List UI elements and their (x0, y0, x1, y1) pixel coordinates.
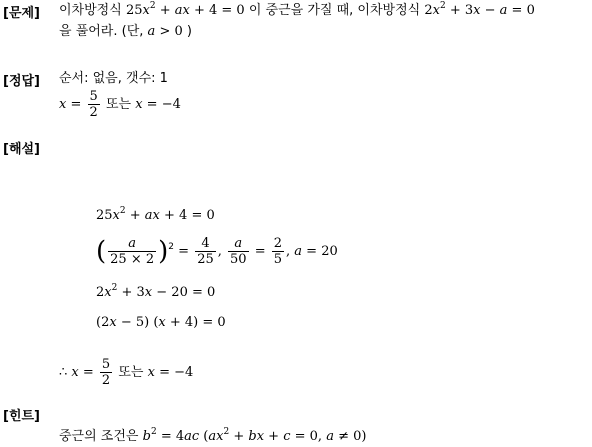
problem-label: [문제] (3, 6, 40, 21)
equation-second: $2x^2 + 3x - a = 0$ (424, 1, 535, 18)
answer-or: 또는 (105, 97, 132, 112)
therefore-symbol: ∴ (59, 365, 72, 380)
explanation-label: [해설] (3, 142, 40, 157)
hint-label: [힌트] (3, 409, 40, 424)
problem-text-2: 이 중근을 가질 때, 이차방정식 (248, 3, 421, 18)
answer-meta: 순서: 없음, 갯수: 1 (59, 71, 168, 86)
conclusion-or: 또는 (118, 365, 144, 380)
step-4: (2x − 5) (x + 4) = 0 (96, 315, 226, 330)
problem-text-1: 이차방정식 (59, 3, 122, 18)
fraction-five-halves: $\frac{5}{2}$ (89, 89, 98, 120)
fraction-five-halves-2: $\frac{5}{2}$ (101, 357, 111, 388)
answer-solution: x = $\frac{5}{2}$ 또는 x = −4 (59, 89, 181, 120)
condition-a-positive: a > 0 (147, 24, 183, 39)
conclusion: ∴ x = $\frac{5}{2}$ 또는 x = −4 (59, 357, 194, 388)
problem-text-4: ) (186, 24, 192, 39)
problem-line-2 (59, 23, 192, 41)
step-3: $2x^2 + 3x - 20 = 0$ (96, 283, 216, 300)
fraction-a-over-50b: $\frac{a}{50}$ (230, 236, 247, 267)
problem-text-3: 을 풀어라. (단, (59, 24, 144, 39)
fraction-a-over-50: $\frac{a}{25 \times 2}$ (110, 236, 155, 267)
problem-line-1 (59, 2, 535, 20)
fraction-2-over-5: $\frac{2}{5}$ (273, 236, 283, 267)
hint-line (59, 428, 366, 446)
hint-formula: $b^2 = 4ac$ ($ax^2$ + bx + c = 0, a ≠ 0) (142, 427, 367, 444)
hint-text: 중근의 조건은 (59, 429, 139, 444)
fraction-4-over-25: $\frac{4}{25}$ (197, 236, 214, 267)
equation-first: $25x^2$ + ax + 4 = 0 (125, 1, 245, 18)
answer-label: [정답] (3, 74, 40, 89)
step-1: $25x^2$ + ax + 4 = 0 (96, 206, 215, 223)
step-2: ( $\frac{a}{25 \times 2}$ )$^2$ = $\frac{4}{25}$ , $\frac{a}{50}$ = $\frac{2}{5}$ , a = 20 (96, 236, 338, 267)
